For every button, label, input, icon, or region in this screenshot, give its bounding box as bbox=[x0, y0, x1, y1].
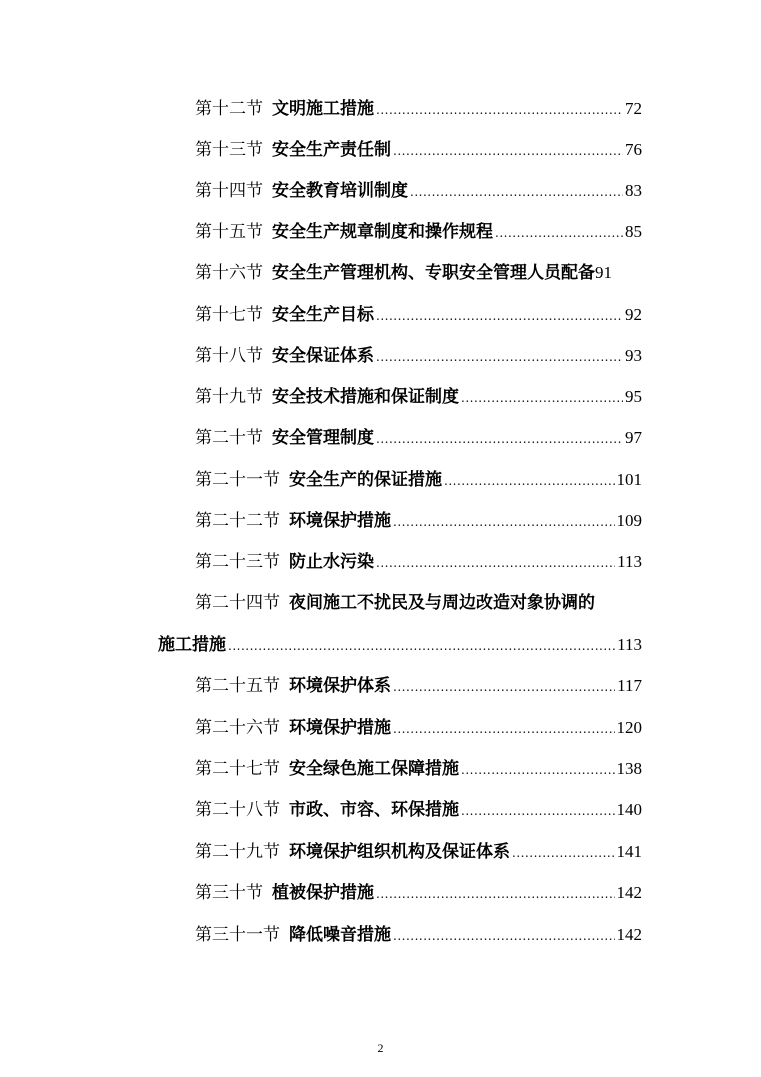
toc-entry[interactable] bbox=[195, 920, 642, 946]
toc-section-number: 第十四节 bbox=[195, 181, 263, 201]
toc-section-number: 第二十节 bbox=[195, 428, 263, 448]
toc-section-number: 第二十五节 bbox=[195, 676, 280, 696]
toc-page-number: 92 bbox=[625, 305, 642, 324]
toc-entry-title: 降低噪音措施 bbox=[289, 925, 391, 945]
toc-page-number: 97 bbox=[625, 428, 642, 447]
toc-entry[interactable] bbox=[195, 837, 642, 863]
toc-section-number: 第十五节 bbox=[195, 222, 263, 242]
toc-page-number: 76 bbox=[625, 140, 642, 159]
toc-entry-title: 安全生产规章制度和操作规程 bbox=[272, 222, 493, 242]
toc-entry-title: 文明施工措施 bbox=[272, 99, 374, 119]
toc-dot-leader bbox=[461, 763, 615, 777]
toc-entry-title: 安全教育培训制度 bbox=[272, 181, 408, 201]
toc-entry-title: 安全管理制度 bbox=[272, 428, 374, 448]
toc-section-number: 第二十八节 bbox=[195, 800, 280, 820]
toc-dot-leader bbox=[461, 804, 615, 818]
toc-entry-wrapped-second-line[interactable] bbox=[158, 630, 642, 656]
toc-entry[interactable] bbox=[195, 217, 642, 243]
toc-section-number: 第十六节 bbox=[195, 263, 263, 283]
toc-entry[interactable] bbox=[195, 341, 642, 367]
toc-dot-leader bbox=[444, 474, 615, 488]
toc-dot-leader bbox=[393, 929, 615, 943]
toc-entry[interactable] bbox=[195, 382, 642, 408]
toc-section-number: 第二十七节 bbox=[195, 759, 280, 779]
toc-page-number: 120 bbox=[616, 718, 642, 737]
toc-entry-title: 环境保护措施 bbox=[289, 511, 391, 531]
toc-section-number: 第二十一节 bbox=[195, 470, 280, 490]
toc-entry[interactable] bbox=[195, 713, 642, 739]
toc-entry[interactable] bbox=[195, 300, 642, 326]
toc-dot-leader bbox=[461, 391, 623, 405]
toc-page-number: 138 bbox=[616, 759, 642, 778]
toc-page-number: 140 bbox=[616, 800, 642, 819]
toc-dot-leader bbox=[376, 556, 615, 570]
toc-dot-leader bbox=[410, 185, 623, 199]
toc-entry[interactable] bbox=[195, 506, 642, 532]
toc-entry-title: 安全保证体系 bbox=[272, 346, 374, 366]
toc-entry-title: 环境保护组织机构及保证体系 bbox=[289, 842, 510, 862]
toc-entry[interactable] bbox=[195, 423, 642, 449]
toc-page-number: 113 bbox=[617, 635, 642, 654]
toc-dot-leader bbox=[376, 103, 623, 117]
toc-page-number: 83 bbox=[625, 181, 642, 200]
toc-dot-leader bbox=[393, 722, 615, 736]
toc-entry[interactable] bbox=[195, 878, 642, 904]
toc-entry-title: 安全生产的保证措施 bbox=[289, 470, 442, 490]
toc-dot-leader bbox=[376, 432, 623, 446]
toc-section-number: 第十九节 bbox=[195, 387, 263, 407]
toc-entry-title: 安全生产责任制 bbox=[272, 140, 391, 160]
toc-page-number: 142 bbox=[616, 883, 642, 902]
toc-entry[interactable] bbox=[195, 176, 642, 202]
toc-entry-title-continuation: 施工措施 bbox=[158, 635, 226, 655]
toc-entry-title: 环境保护措施 bbox=[289, 718, 391, 738]
toc-entry[interactable] bbox=[195, 258, 655, 284]
toc-entry-title: 市政、市容、环保措施 bbox=[289, 800, 459, 820]
toc-page-number: 141 bbox=[616, 842, 642, 861]
toc-section-number: 第二十二节 bbox=[195, 511, 280, 531]
toc-entry-title: 植被保护措施 bbox=[272, 883, 374, 903]
page-number-footer: 2 bbox=[377, 1041, 384, 1055]
toc-entry-title: 安全生产管理机构、专职安全管理人员配备 bbox=[272, 263, 595, 283]
toc-entry-title: 夜间施工不扰民及与周边改造对象协调的 bbox=[289, 593, 595, 613]
toc-entry-title: 安全生产目标 bbox=[272, 305, 374, 325]
toc-dot-leader bbox=[376, 887, 615, 901]
toc-dot-leader bbox=[228, 639, 615, 653]
toc-section-number: 第十七节 bbox=[195, 305, 263, 325]
toc-page-number: 113 bbox=[617, 552, 642, 571]
toc-entry-title: 防止水污染 bbox=[289, 552, 374, 572]
toc-page-number: 95 bbox=[625, 387, 642, 406]
toc-entry[interactable] bbox=[195, 135, 642, 161]
toc-entry[interactable] bbox=[195, 754, 642, 780]
toc-dot-leader bbox=[376, 350, 623, 364]
toc-page-number: 85 bbox=[625, 222, 642, 241]
toc-page-number: 72 bbox=[625, 99, 642, 118]
toc-entry-title: 安全绿色施工保障措施 bbox=[289, 759, 459, 779]
toc-dot-leader bbox=[495, 226, 623, 240]
toc-section-number: 第十三节 bbox=[195, 140, 263, 160]
toc-dot-leader bbox=[512, 846, 615, 860]
toc-dot-leader bbox=[393, 515, 615, 529]
toc-section-number: 第二十四节 bbox=[195, 593, 280, 613]
toc-page-number: 93 bbox=[625, 346, 642, 365]
toc-section-number: 第三十节 bbox=[195, 883, 263, 903]
toc-section-number: 第三十一节 bbox=[195, 925, 280, 945]
toc-entry[interactable] bbox=[195, 795, 642, 821]
toc-page-number: 91 bbox=[595, 263, 612, 282]
toc-page-number: 117 bbox=[617, 676, 642, 695]
toc-dot-leader bbox=[393, 144, 623, 158]
toc-page-number: 142 bbox=[616, 925, 642, 944]
toc-section-number: 第十二节 bbox=[195, 99, 263, 119]
toc-section-number: 第二十三节 bbox=[195, 552, 280, 572]
toc-entry[interactable] bbox=[195, 547, 642, 573]
toc-entry-title: 环境保护体系 bbox=[289, 676, 391, 696]
toc-dot-leader bbox=[393, 680, 615, 694]
toc-section-number: 第二十六节 bbox=[195, 718, 280, 738]
toc-entry-wrapped-first-line[interactable] bbox=[195, 592, 595, 614]
toc-section-number: 第二十九节 bbox=[195, 842, 280, 862]
toc-entry[interactable] bbox=[195, 94, 642, 120]
toc-section-number: 第十八节 bbox=[195, 346, 263, 366]
toc-page-number: 101 bbox=[616, 470, 642, 489]
toc-entry-title: 安全技术措施和保证制度 bbox=[272, 387, 459, 407]
toc-entry[interactable] bbox=[195, 465, 642, 491]
toc-entry[interactable] bbox=[195, 671, 642, 697]
toc-dot-leader bbox=[376, 309, 623, 323]
toc-page-number: 109 bbox=[616, 511, 642, 530]
